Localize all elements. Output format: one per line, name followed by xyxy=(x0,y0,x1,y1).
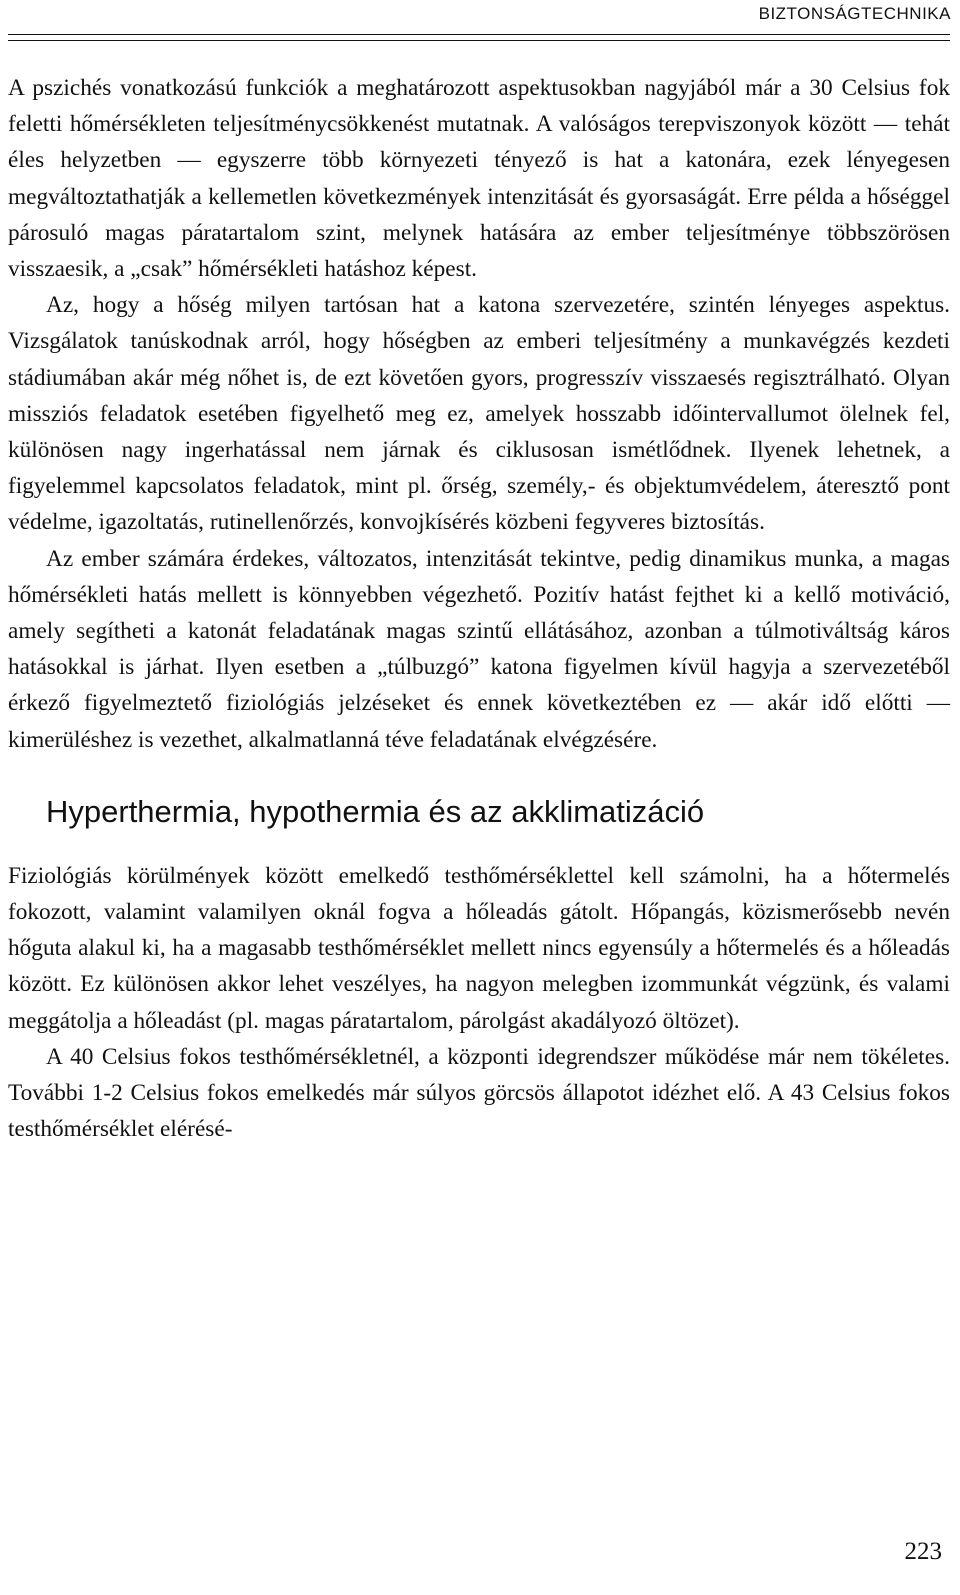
paragraph-body-temperature: A 40 Celsius fokos testhőmérsékletnél, a központi idegrendszer működése már nem tökéletes. További 1-2 Celsius fokos emelkedés már súlyos görcsös állapotot idézhet elő. A 43 Celsius fokos testhőmérséklet elérésé- xyxy=(8,1043,950,1143)
header-rule-bottom xyxy=(8,40,950,41)
header-rule-top xyxy=(8,34,950,35)
paragraph-hyperthermia: Fiziológiás körülmények között emelkedő testhőmérséklettel kell számolni, ha a hőtermelés fokozott, valamint valamilyen oknál fogva a hőleadás gátolt. Hőpangás, közismerősebb nevén hőguta alakul ki, ha a magasabb testhőmérséklet mellett nincs egyensúly a hőtermelés és a hőleadás között. Ez különösen akkor lehet veszélyes, ha nagyon melegben izommunkát végzünk, és valami meggátolja a hőleadást (pl. magas páratartalom, párolgást akadályozó öltözet). xyxy=(8,862,950,1034)
page-body xyxy=(8,70,950,1147)
paragraph-heat-duration: Az, hogy a hőség milyen tartósan hat a katona szervezetére, szintén lényeges aspektus. Vizsgálatok tanúskodnak arról, hogy hőségben az emberi teljesítmény a munkavégzés kezdeti stádiumában akár még nőhet is, de ezt követően gyors, progresszív visszaesés regisztrálható. Olyan missziós feladatok esetében figyelhető meg ez, amelyek hosszabb időintervallumot ölelnek fel, különösen nagy ingerhatással nem járnak és ciklusosan ismétlődnek. Ilyenek lehetnek, a figyelemmel kapcsolatos feladatok, mint pl. őrség, személy,- és objektumvédelem, áteresztő pont védelme, igazoltatás, rutinellenőrzés, konvojkísérés közbeni fegyveres biztosítás. xyxy=(8,292,950,536)
page-number: 223 xyxy=(904,1538,942,1565)
paragraph-psychological-functions: A pszichés vonatkozású funkciók a meghatározott aspektusokban nagyjából már a 30 Celsius fok feletti hőmérsékleten teljesítménycsökkenést mutatnak. A valóságos terepviszonyok között — tehát éles helyzetben — egyszerre több környezeti tényező is hat a katonára, ezek lényegesen megváltoztathatják a kellemetlen következmények intenzitását és gyorsaságát. Erre példa a hőséggel párosuló magas páratartalom szint, melynek hatására az ember teljesítménye többszörösen visszaesik, a „csak” hőmérsékleti hatáshoz képest. xyxy=(8,75,950,283)
running-header: BIZTONSÁGTECHNIKA xyxy=(758,4,951,23)
paragraph-motivation: Az ember számára érdekes, változatos, intenzitását tekintve, pedig dinamikus munka, a magas hőmérsékleti hatás mellett is könnyebben végezhető. Pozitív hatást fejthet ki a kellő motiváció, amely segítheti a katonát feladatának magas szintű ellátásához, azonban a túlmotiváltság káros hatásokkal is járhat. Ilyen esetben a „túlbuzgó” katona figyelmen kívül hagyja a szervezetéből érkező figyelmeztető fiziológiás jelzéseket és ennek következtében ez — akár idő előtti — kimerüléshez is vezethet, alkalmatlanná téve feladatának elvégzésére. xyxy=(8,545,950,753)
section-heading: Hyperthermia, hypothermia és az akklimatizáció xyxy=(46,793,705,829)
